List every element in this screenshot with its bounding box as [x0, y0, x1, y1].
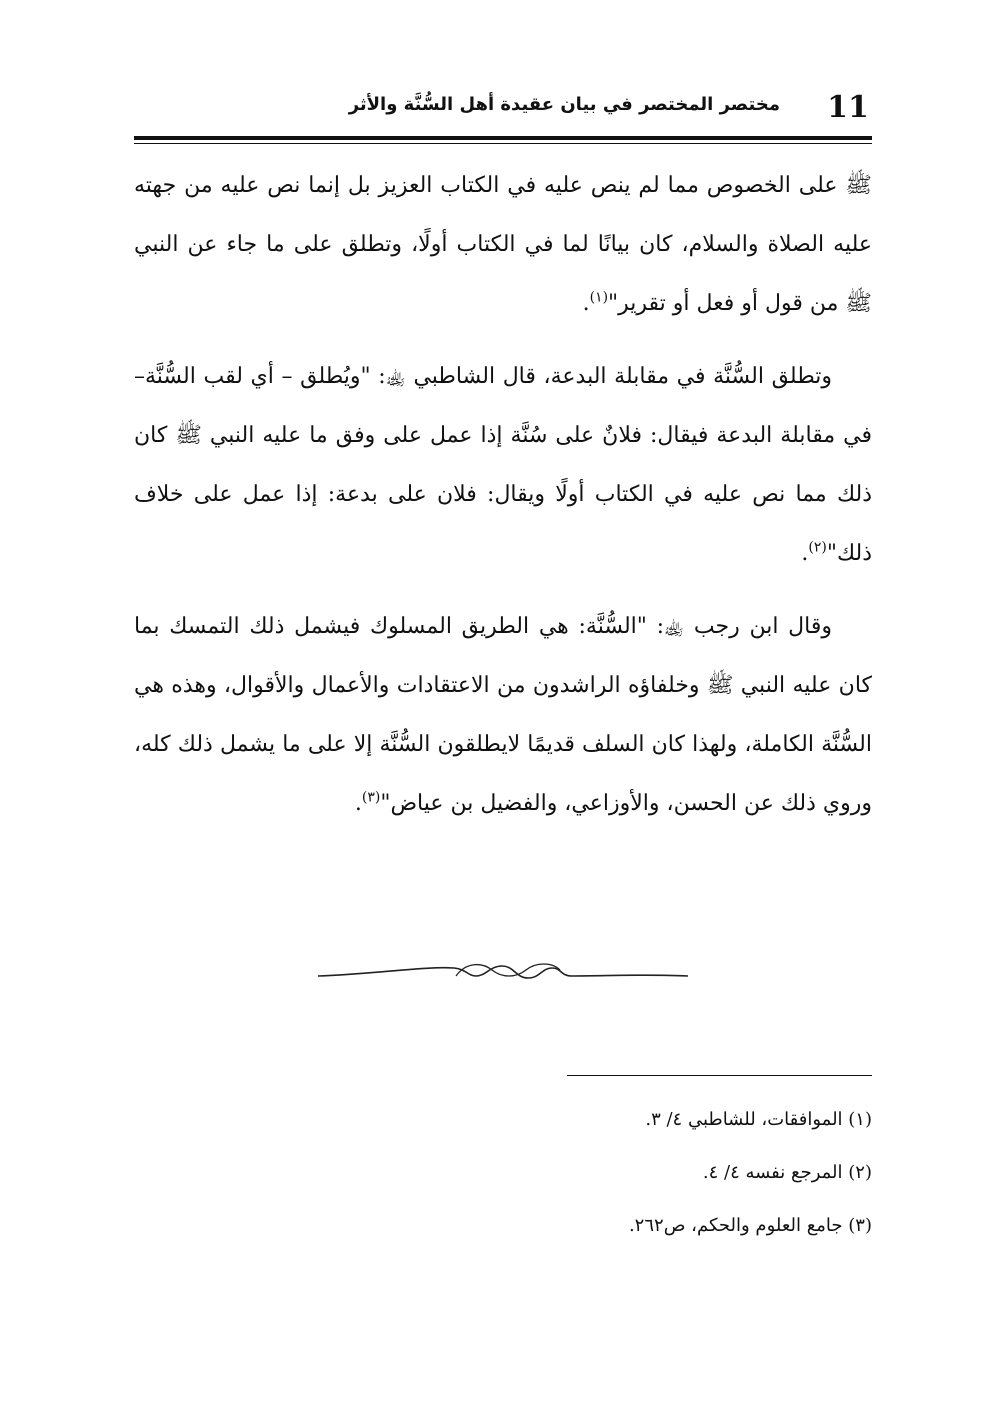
body-text — [134, 156, 872, 833]
paragraph: وتطلق السُّنَّة في مقابلة البدعة، قال الشاطبي ﵀: "ويُطلق – أي لقب السُّنَّة– في مقابلة البدعة فيقال: فلانٌ على سُنَّة إذا عمل على وفق ما عليه النبي ﷺ كان ذلك مما نص عليه في الكتاب أولًا ويقال: فلان على بدعة: إذا عمل على خلاف ذلك"$^{(٢)}$. — [134, 364, 872, 566]
running-header-title: مختصر المختصر في بيان عقيدة أهل السُّنَّة والأثر — [348, 94, 780, 115]
footnote-ref[interactable]: (٣) — [361, 789, 381, 806]
footnote-item: (٢) المرجع نفسه ٤/ ٤. — [702, 1162, 872, 1183]
footnote-ref[interactable]: (١) — [589, 289, 609, 306]
paragraph: ﷺ على الخصوص مما لم ينص عليه في الكتاب العزيز بل إنما نص عليه من جهته عليه الصلاة والسلام، كان بيانًا لما في الكتاب أولًا، وتطلق على ما جاء عن النبي ﷺ من قول أو فعل أو تقرير"$^{(١)}$. — [134, 173, 872, 316]
footnote-separator — [567, 1075, 872, 1076]
footnote-item: (١) الموافقات، للشاطبي ٤/ ٣. — [645, 1109, 872, 1130]
footnote-ref[interactable]: (٢) — [808, 539, 827, 556]
header-rule-thin — [134, 143, 872, 144]
page-number: 11 — [827, 90, 869, 125]
footnotes — [134, 1109, 872, 1268]
footnote-item: (٣) جامع العلوم والحكم، ص٢٦٢. — [628, 1215, 872, 1236]
section-divider-ornament — [316, 956, 690, 984]
header-rule-thick — [134, 136, 872, 140]
paragraph: وقال ابن رجب ﵀: "السُّنَّة: هي الطريق المسلوك فيشمل ذلك التمسك بما كان عليه النبي ﷺ وخلفاؤه الراشدون من الاعتقادات والأعمال والأقوال، وهذه هي السُّنَّة الكاملة، ولهذا كان السلف قديمًا لايطلقون السُّنَّة إلا على ما يشمل ذلك كله، وروي ذلك عن الحسن، والأوزاعي، والفضيل بن عياض"$^{(٣)}$. — [134, 614, 872, 816]
